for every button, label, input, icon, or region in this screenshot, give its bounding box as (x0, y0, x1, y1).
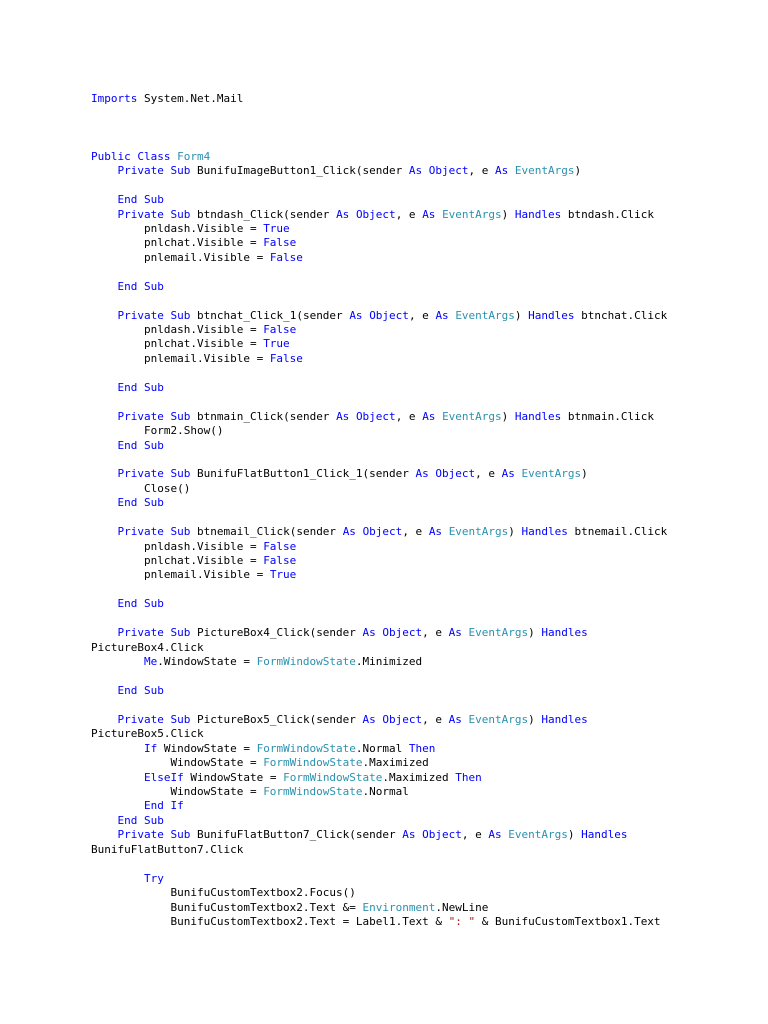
code-keyword: Private (117, 164, 164, 178)
code-type: FormWindowState (263, 785, 363, 798)
code-keyword: Object (422, 828, 462, 842)
code-text (349, 410, 356, 423)
code-keyword: Object (435, 467, 476, 481)
code-text: pnldash.Visible = (91, 323, 264, 336)
code-line (91, 670, 751, 684)
code-line (91, 410, 751, 424)
code-text (91, 193, 118, 206)
code-block (91, 92, 751, 929)
code-text (137, 280, 144, 293)
code-keyword: Handles (581, 828, 628, 842)
code-text: btndash_Click(sender (190, 207, 337, 221)
code-keyword: Handles (528, 308, 575, 322)
code-text (91, 164, 118, 177)
code-keyword: End (117, 279, 138, 293)
code-keyword: Object (382, 712, 423, 726)
code-line (91, 540, 751, 554)
code-line (91, 337, 751, 351)
code-keyword: As (402, 828, 416, 842)
code-keyword: Then (408, 741, 436, 755)
code-keyword: Me (143, 655, 158, 669)
code-keyword: End (117, 438, 138, 452)
code-text: btndash.Click (561, 207, 654, 221)
code-keyword: Sub (144, 193, 164, 207)
code-keyword: Handles (541, 626, 588, 640)
code-text: Close() (91, 481, 191, 495)
code-keyword: False (263, 554, 297, 567)
code-keyword: End (143, 799, 164, 813)
code-text: ) (574, 164, 582, 178)
code-text (91, 525, 118, 538)
code-line (91, 814, 751, 828)
code-text: PictureBox5_Click(sender (190, 712, 363, 726)
code-text: BunifuCustomTextbox2.Text = Label1.Text & (91, 914, 449, 928)
code-line (91, 655, 751, 669)
code-text (91, 771, 144, 784)
code-text (91, 410, 118, 423)
code-text: BunifuFlatButton7.Click (91, 842, 244, 856)
code-text (462, 713, 469, 726)
code-text: btnemail_Click(sender (190, 525, 343, 539)
code-keyword: Private (117, 712, 164, 726)
code-text: WindowState = (183, 770, 284, 784)
code-line (91, 150, 751, 164)
code-type: EventArgs (442, 207, 502, 221)
code-text: , e (395, 207, 423, 221)
code-keyword: Handles (514, 207, 562, 221)
code-line (91, 886, 751, 900)
code-keyword: Sub (170, 525, 191, 539)
code-keyword: Handles (521, 525, 568, 539)
code-text: pnlchat.Visible = (91, 554, 264, 567)
code-text: btnmain_Click(sender (190, 409, 337, 423)
code-keyword: Object (355, 207, 396, 221)
code-keyword: Private (117, 467, 164, 481)
code-text (137, 496, 144, 509)
code-text: pnldash.Visible = (91, 539, 264, 553)
code-line (91, 121, 751, 135)
code-keyword: Object (362, 525, 403, 539)
code-text: pnlemail.Visible = (91, 250, 270, 264)
code-text: pnldash.Visible = (91, 221, 264, 235)
code-text: WindowState = (91, 785, 264, 798)
code-type: FormWindowState (283, 770, 383, 784)
code-keyword: As (435, 308, 449, 322)
code-text (422, 164, 429, 177)
code-text (91, 439, 118, 452)
code-line (91, 366, 751, 380)
code-text: BunifuFlatButton7_Click(sender (190, 828, 403, 842)
code-keyword: Sub (144, 438, 164, 452)
code-keyword: End (117, 813, 138, 827)
code-keyword: As (495, 164, 509, 178)
code-text (91, 655, 144, 668)
code-keyword: True (263, 221, 290, 235)
code-text: ) (508, 525, 522, 539)
code-line (91, 597, 751, 611)
code-text (91, 799, 144, 812)
code-text: btnchat.Click (574, 308, 668, 322)
code-text: .Maximized (362, 756, 429, 770)
code-type: EventArgs (468, 712, 529, 726)
code-type: EventArgs (442, 409, 502, 423)
code-line (91, 843, 751, 857)
code-type: EventArgs (448, 525, 509, 539)
code-text (91, 597, 118, 610)
code-text (515, 467, 522, 480)
code-keyword: Imports (91, 92, 138, 105)
code-text: ) (567, 828, 582, 842)
code-line (91, 713, 751, 727)
code-text (137, 814, 144, 827)
code-line (91, 106, 751, 120)
code-line (91, 395, 751, 409)
code-keyword: If (143, 741, 158, 755)
code-line (91, 222, 751, 236)
code-text: pnlchat.Visible = (91, 236, 264, 250)
code-keyword: Object (382, 626, 423, 640)
code-line (91, 92, 751, 106)
code-keyword: Private (117, 207, 164, 221)
code-line (91, 568, 751, 582)
code-text: pnlemail.Visible = (91, 568, 270, 582)
code-line (91, 381, 751, 395)
code-type: EventArgs (521, 467, 582, 481)
code-line (91, 280, 751, 294)
code-text: btnemail.Click (567, 525, 668, 539)
code-keyword: Private (117, 525, 164, 539)
code-text (91, 872, 144, 885)
code-line (91, 164, 751, 178)
code-keyword: Public (91, 149, 131, 163)
code-line (91, 193, 751, 207)
code-text (91, 713, 118, 726)
code-line (91, 424, 751, 438)
code-keyword: False (263, 539, 297, 553)
code-keyword: End (117, 193, 138, 207)
code-text (137, 684, 144, 697)
code-keyword: As (342, 525, 356, 539)
code-text: .Maximized (382, 770, 456, 784)
code-line (91, 857, 751, 871)
code-text (91, 814, 118, 827)
code-keyword: Class (137, 149, 171, 163)
code-text: , e (422, 712, 449, 726)
code-keyword: Object (369, 308, 409, 322)
code-keyword: Sub (170, 207, 191, 221)
code-line (91, 785, 751, 799)
code-line (91, 208, 751, 222)
code-line (91, 641, 751, 655)
code-line (91, 467, 751, 481)
code-text: PictureBox4.Click (91, 640, 204, 654)
code-keyword: Sub (170, 467, 191, 481)
code-text: , e (408, 308, 436, 322)
code-keyword: False (263, 236, 297, 250)
code-text (137, 193, 144, 206)
code-keyword: Object (428, 164, 469, 178)
code-text: btnmain.Click (561, 409, 654, 423)
code-text (442, 525, 449, 538)
code-line (91, 251, 751, 265)
code-text (137, 439, 144, 452)
code-text: BunifuCustomTextbox2.Focus() (91, 886, 356, 900)
code-text: , e (422, 626, 449, 640)
code-keyword: Private (117, 409, 164, 423)
code-text (91, 828, 118, 841)
code-keyword: Sub (170, 828, 191, 842)
code-line (91, 684, 751, 698)
code-type: EventArgs (508, 828, 568, 842)
code-keyword: False (269, 250, 303, 264)
code-type: FormWindowState (256, 741, 356, 755)
code-keyword: As (408, 164, 423, 178)
code-keyword: Try (143, 871, 164, 885)
code-line (91, 179, 751, 193)
code-text (91, 742, 144, 755)
code-line (91, 915, 751, 929)
code-text (91, 684, 118, 697)
code-type: FormWindowState (263, 756, 363, 770)
code-line (91, 901, 751, 915)
code-keyword: True (263, 337, 290, 351)
code-text (356, 525, 363, 538)
code-text: ) (528, 712, 542, 726)
code-type: FormWindowState (256, 655, 356, 669)
code-line (91, 612, 751, 626)
code-keyword: As (415, 467, 429, 481)
code-text: BunifuFlatButton1_Click_1(sender (190, 467, 416, 481)
code-type: Form4 (177, 149, 211, 163)
code-line (91, 135, 751, 149)
code-text: ) (501, 409, 515, 423)
code-keyword: As (349, 308, 363, 322)
code-text (137, 381, 144, 394)
code-keyword: If (170, 799, 184, 813)
code-text (91, 381, 118, 394)
code-line (91, 323, 751, 337)
code-line (91, 496, 751, 510)
code-keyword: End (117, 683, 138, 697)
code-text (349, 208, 356, 221)
code-text: WindowState = (157, 741, 257, 755)
code-text: pnlchat.Visible = (91, 337, 264, 351)
code-type: EventArgs (514, 164, 575, 178)
code-text: .WindowState = (157, 655, 257, 669)
code-text: System.Net.Mail (137, 92, 244, 105)
code-type: EventArgs (455, 308, 515, 322)
code-keyword: End (117, 380, 138, 394)
code-text (91, 626, 118, 639)
code-keyword: As (501, 467, 515, 481)
code-line (91, 309, 751, 323)
code-line (91, 626, 751, 640)
code-text: & BunifuCustomTextbox1.Text (475, 914, 661, 928)
code-line (91, 482, 751, 496)
code-keyword: As (422, 207, 436, 221)
code-line (91, 698, 751, 712)
code-keyword: As (448, 712, 462, 726)
code-text: .Normal (362, 785, 409, 798)
code-line (91, 771, 751, 785)
code-line (91, 583, 751, 597)
code-text (462, 626, 469, 639)
code-text: BunifuCustomTextbox2.Text &= (91, 900, 363, 914)
code-line (91, 742, 751, 756)
code-text (91, 467, 118, 480)
code-keyword: Private (117, 626, 164, 640)
code-keyword: As (448, 626, 462, 640)
code-keyword: As (488, 828, 502, 842)
code-line (91, 828, 751, 842)
code-line (91, 294, 751, 308)
code-text (508, 164, 515, 177)
code-keyword: False (269, 351, 303, 365)
code-line (91, 872, 751, 886)
code-text: ) (501, 207, 515, 221)
code-keyword: Sub (144, 813, 164, 827)
code-keyword: Sub (144, 496, 164, 510)
code-text: WindowState = (91, 756, 264, 770)
code-text: pnlemail.Visible = (91, 351, 270, 365)
code-text: PictureBox5.Click (91, 727, 204, 741)
code-line (91, 453, 751, 467)
code-keyword: Sub (144, 279, 164, 293)
code-type: Environment (362, 900, 436, 914)
code-text: .Normal (355, 741, 409, 755)
code-line (91, 439, 751, 453)
code-line (91, 727, 751, 741)
code-keyword: ElseIf (143, 770, 184, 784)
code-text: ) (514, 308, 529, 322)
code-text (91, 280, 118, 293)
code-text: PictureBox4_Click(sender (190, 626, 363, 640)
code-keyword: Handles (541, 712, 588, 726)
code-line (91, 352, 751, 366)
code-text: , e (402, 525, 429, 539)
code-string: ": " (448, 914, 476, 928)
code-keyword: True (269, 568, 297, 582)
code-text: , e (395, 409, 423, 423)
code-keyword: As (362, 626, 376, 640)
code-keyword: Sub (170, 308, 191, 322)
code-keyword: Sub (144, 380, 164, 394)
code-keyword: Then (455, 770, 482, 784)
code-text (137, 597, 144, 610)
code-text (91, 208, 118, 221)
code-text: , e (461, 828, 489, 842)
code-keyword: Private (117, 828, 164, 842)
code-line (91, 236, 751, 250)
code-type: EventArgs (468, 626, 529, 640)
code-keyword: As (428, 525, 443, 539)
code-keyword: Sub (170, 626, 191, 640)
code-text (91, 309, 118, 322)
code-line (91, 799, 751, 813)
code-keyword: Sub (170, 712, 191, 726)
code-text: Form2.Show() (91, 424, 224, 438)
code-text: BunifuImageButton1_Click(sender (190, 164, 409, 178)
code-line (91, 756, 751, 770)
code-keyword: Sub (144, 597, 164, 611)
code-text: , e (468, 164, 496, 178)
code-keyword: As (422, 409, 436, 423)
code-text: btnchat_Click_1(sender (190, 308, 350, 322)
code-keyword: Sub (170, 164, 191, 178)
code-text: .NewLine (435, 900, 489, 914)
code-text (91, 496, 118, 509)
code-keyword: Handles (514, 409, 562, 423)
code-keyword: As (336, 207, 350, 221)
code-keyword: Sub (144, 683, 164, 697)
code-text: ) (528, 626, 542, 640)
code-keyword: As (336, 409, 350, 423)
code-text: .Minimized (355, 655, 423, 669)
code-line (91, 525, 751, 539)
code-line (91, 511, 751, 525)
code-keyword: Sub (170, 409, 191, 423)
code-line (91, 554, 751, 568)
code-keyword: End (117, 597, 138, 611)
code-keyword: Private (117, 308, 164, 322)
code-line (91, 265, 751, 279)
code-text: ) (581, 467, 588, 481)
code-keyword: As (362, 712, 376, 726)
code-keyword: False (263, 323, 297, 336)
code-text: , e (475, 467, 502, 481)
code-keyword: End (117, 496, 138, 510)
code-keyword: Object (355, 409, 396, 423)
